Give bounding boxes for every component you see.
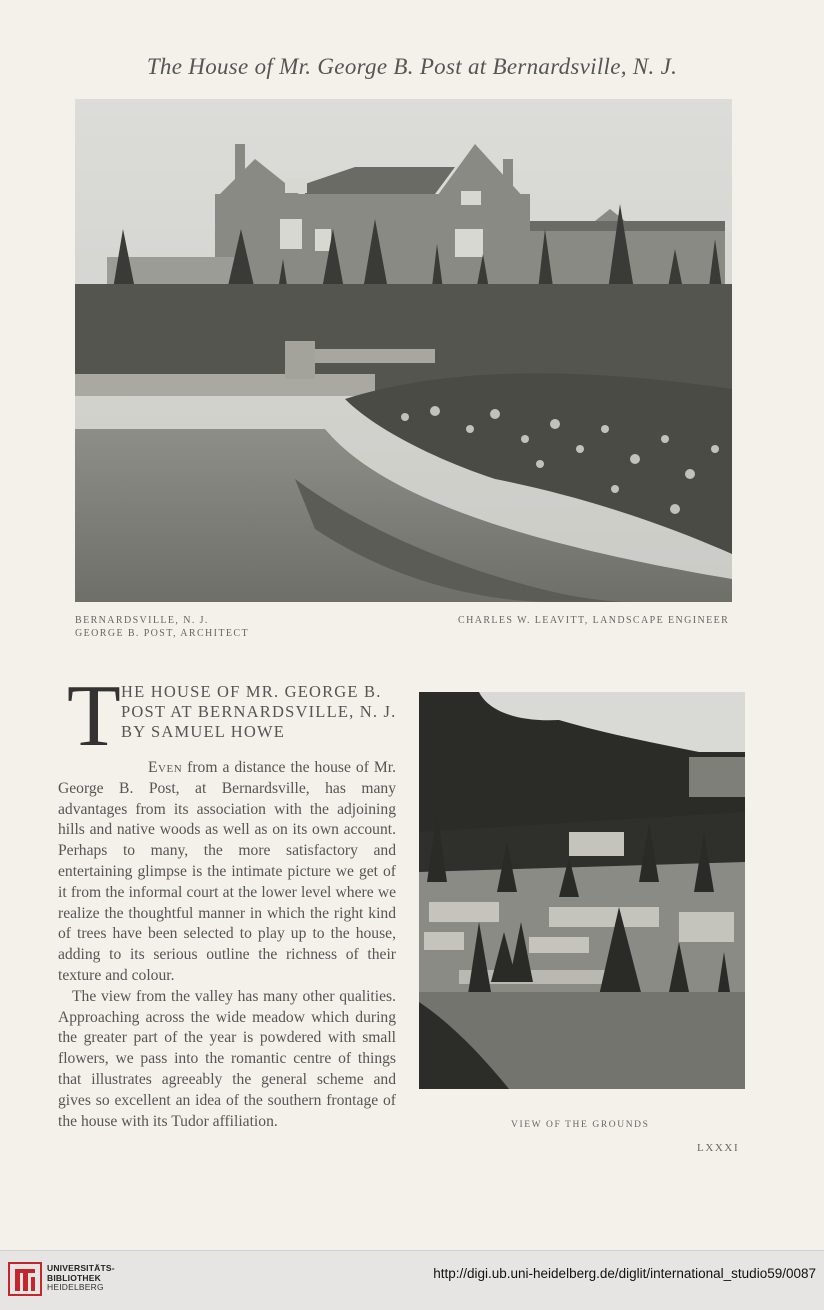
house-garden-photo <box>75 99 732 602</box>
running-head: The House of Mr. George B. Post at Bernardsville, N. J. <box>146 54 678 79</box>
page-number: LXXXI <box>697 1142 740 1154</box>
footer-bar <box>0 1250 824 1310</box>
source-url-link[interactable]: http://digi.ub.uni-heidelberg.de/diglit/international_studio59/0087 <box>433 1266 816 1281</box>
library-line-2: BIBLIOTHEK <box>47 1272 101 1283</box>
lead-word: Even <box>148 759 183 776</box>
caption-architect: GEORGE B. POST, ARCHITECT <box>75 628 249 639</box>
paragraph-1-text: from a distance the house of Mr. George B. Post, at Bernardsville, has many advantages from its association with the adjoining hills and native woods as well as on its own account. Perhaps to many, the more satisfactory and entertaining glimpse is the intimate picture we get of it from the informal court at the lower level where we realize the thoughtful manner in which the right kind of trees have been selected to play up to the house, adding to its serious outline the richness of their texture and colour. <box>58 759 396 984</box>
article-title <box>67 668 397 765</box>
grounds-photo <box>419 692 745 1089</box>
title-line-1: HE HOUSE OF MR. GEORGE B. <box>121 682 382 701</box>
grounds-caption: VIEW OF THE GROUNDS <box>511 1120 650 1130</box>
article-body <box>58 758 396 1132</box>
caption-landscape-engineer: CHARLES W. LEAVITT, LANDSCAPE ENGINEER <box>458 615 730 626</box>
caption-location: BERNARDSVILLE, N. J. <box>75 615 209 626</box>
title-line-2: POST AT BERNARDSVILLE, N. J. <box>121 702 397 721</box>
paragraph-1 <box>58 758 396 987</box>
ub-logo-icon <box>8 1262 42 1296</box>
byline: BY SAMUEL HOWE <box>121 722 286 741</box>
paragraph-2: The view from the valley has many other qualities. Approaching across the wide meadow which during the greater part of the year is powdered with small flowers, we pass into the romantic centre of things that illustrates agreeably the general scheme and gives so excellent an idea of the southern frontage of the house with its Tudor affiliation. <box>58 987 396 1130</box>
library-name <box>47 1264 115 1293</box>
library-line-3: HEIDELBERG <box>47 1282 104 1292</box>
library-line-1: UNIVERSITÄTS- <box>47 1263 115 1273</box>
dropcap: T <box>67 668 121 765</box>
